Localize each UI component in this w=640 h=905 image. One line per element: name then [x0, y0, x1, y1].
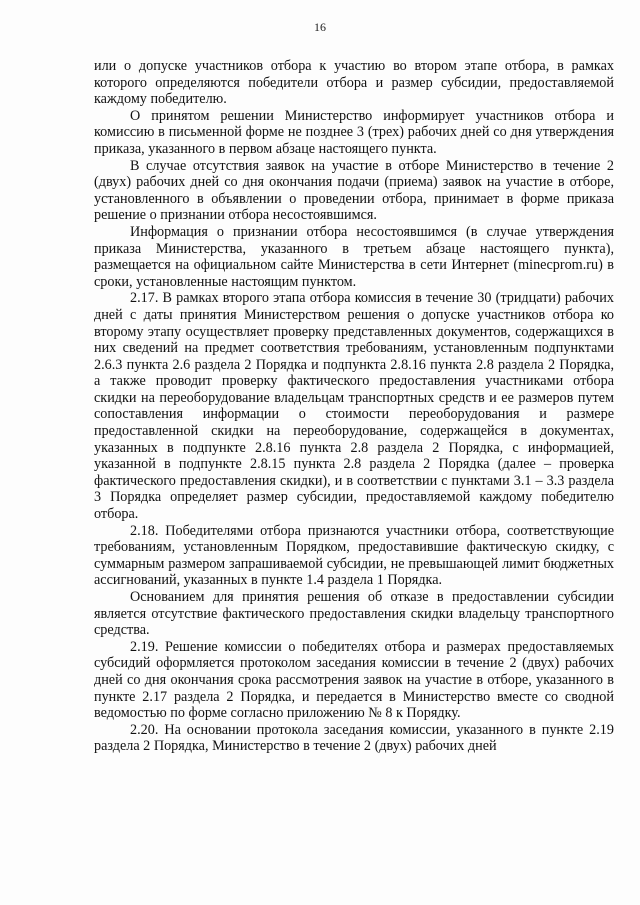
- page-number: 16: [314, 20, 326, 34]
- paragraph-refusal-grounds: Основанием для принятия решения об отказе в предоставлении субсидии является отсутствие фактического предоставления скидки владельцу транспортного средства.: [94, 589, 614, 639]
- paragraph-2-20: 2.20. На основании протокола заседания комиссии, указанного в пункте 2.19 раздела 2 Порядка, Министерство в течение 2 (двух) рабочих дней: [94, 721, 614, 755]
- paragraph-2-18: 2.18. Победителями отбора признаются участники отбора, соответствующие требованиям, установленным Порядком, предоставившие фактическую скидку, с суммарным размером запрашиваемой субсидии, не превышающей лимит бюджетных ассигнований, указанных в пункте 1.4 раздела 1 Порядка.: [94, 522, 614, 589]
- paragraph-2-19: 2.19. Решение комиссии о победителях отбора и размерах предоставляемых субсидий оформляется протоколом заседания комиссии в течение 2 (двух) рабочих дней со дня окончания срока рассмотрения заявок на участие в отборе, указанного в пункте 2.17 раздела 2 Порядка, и передается в Министерство вместе со сводной ведомостью по форме согласно приложению № 8 к Порядку.: [94, 638, 614, 722]
- paragraph-2-17: 2.17. В рамках второго этапа отбора комиссия в течение 30 (тридцати) рабочих дней с даты принятия Министерством решения о допуске участников отбора ко второму этапу осуществляет проверку представленных документов, содержащихся в них сведений на предмет соответствия требованиям, установленным подпунктами 2.6.3 пункта 2.6 раздела 2 Порядка и подпункта 2.8.16 пункта 2.8 раздела 2 Порядка, а также проводит проверку фактического предоставления участниками отбора скидки на переоборудование владельцам транспортных средств и ее размеров путем сопоставления информации о стоимости переоборудования и размере предоставленной скидки на переоборудование, содержащейся в документах, указанных в подпункте 2.8.16 пункта 2.8 раздела 2 Порядка, с информацией, указанной в подпункте 2.8.15 пункта 2.8 раздела 2 Порядка (далее – проверка фактического предоставления скидки), и в соответствии с пунктами 3.1 – 3.3 раздела 3 Порядка определяет размер субсидии, предоставляемой каждому победителю отбора.: [94, 290, 614, 523]
- paragraph-continuation: или о допуске участников отбора к участию во втором этапе отбора, в рамках которого определяются победители отбора и размер субсидии, предоставляемой каждому победителю.: [94, 58, 614, 108]
- paragraph-notification: О принятом решении Министерство информирует участников отбора и комиссию в письменной форме не позднее 3 (трех) рабочих дней со дня утверждения приказа, указанного в первом абзаце настоящего пункта.: [94, 107, 614, 157]
- paragraph-no-applications: В случае отсутствия заявок на участие в отборе Министерство в течение 2 (двух) рабочих дней со дня окончания подачи (приема) заявок на участие в отборе, установленного в объявлении о проведении отбора, принимает в форме приказа решение о признании отбора несостоявшимся.: [94, 157, 614, 224]
- document-body: [94, 58, 614, 755]
- paragraph-publication: Информация о признании отбора несостоявшимся (в случае утверждения приказа Министерства, указанного в третьем абзаце настоящего пункта), размещается на официальном сайте Министерства в сети Интернет (minecprom.ru) в сроки, установленные настоящим пунктом.: [94, 223, 614, 290]
